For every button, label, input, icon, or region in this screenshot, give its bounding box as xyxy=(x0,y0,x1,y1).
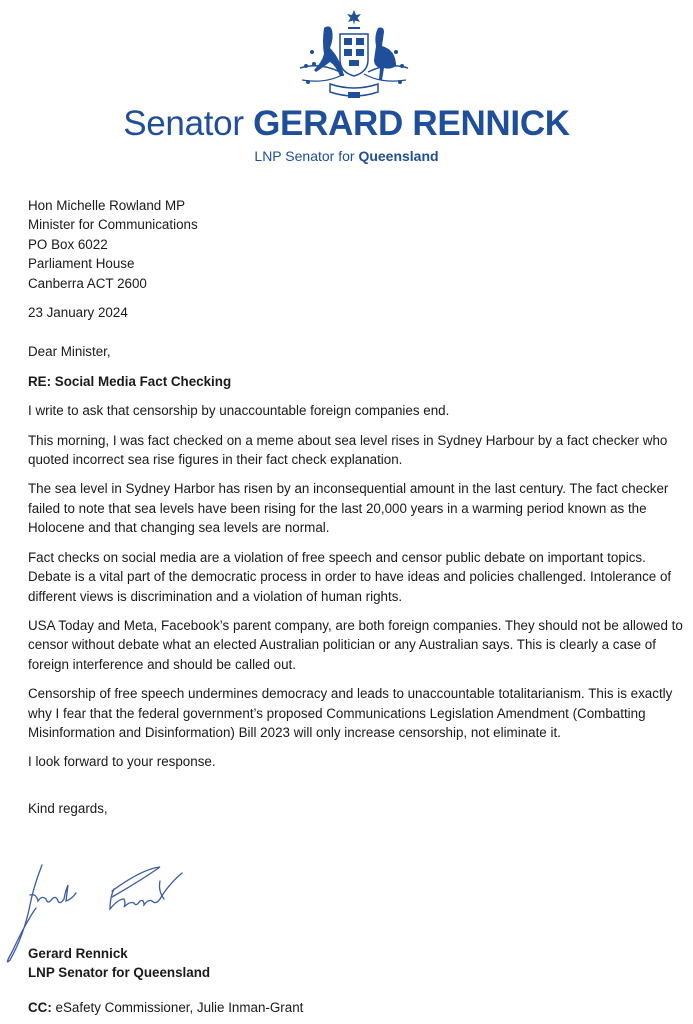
closing: Kind regards, xyxy=(28,800,108,816)
recipient-line: Minister for Communications xyxy=(28,217,198,233)
recipient-line: Hon Michelle Rowland MP xyxy=(28,198,186,213)
paragraph: This morning, I was fact checked on a meme about sea level rises in Sydney Harbour by a fact checker who quoted incorrect sea rise figures in their fact check explanation. xyxy=(28,432,668,468)
cc-value: eSafety Commissioner, Julie Inman-Grant xyxy=(51,1000,304,1015)
coat-of-arms-icon xyxy=(294,8,414,100)
recipient-address xyxy=(28,196,688,293)
letterhead-name-prefix: Senator xyxy=(123,104,254,143)
signatory-block xyxy=(28,944,210,982)
salutation: Dear Minister, xyxy=(28,344,111,360)
recipient-line: Parliament House xyxy=(28,256,135,272)
letter-date: 23 January 2024 xyxy=(28,305,128,321)
recipient-line: Canberra ACT 2600 xyxy=(28,275,147,291)
paragraph: Fact checks on social media are a violation of free speech and censor public debate on important topics. Debate is a vital part of the democratic process in order to have ideas and policies challenged. Intolerance of different views is discrimination and a violation of human rights. xyxy=(28,549,672,604)
paragraph: USA Today and Meta, Facebook’s parent company, are both foreign companies. They should not be allowed to censor without debate what an elected Australian politician or any Australian says. This is clearly a case of foreign interference and should be called out. xyxy=(28,617,683,672)
subject-line: RE: Social Media Fact Checking xyxy=(28,373,232,389)
letterhead-subtitle-prefix: LNP Senator for xyxy=(254,148,359,164)
cc-label: CC: xyxy=(28,1000,52,1015)
paragraph: The sea level in Sydney Harbor has risen by an inconsequential amount in the last century. The fact checker failed to note that sea levels have been rising for the last 20,000 years in a warming period known as the Holocene and that changing sea levels are normal. xyxy=(28,481,669,536)
paragraph: Censorship of free speech undermines democracy and leads to unaccountable totalitarianism. This is exactly why I fear that the federal government’s proposed Communications Legislation Amendment (Combatting Misinformation and Disinformation) Bill 2023 will only increase censorship, not eliminate it. xyxy=(28,686,673,740)
letterhead-subtitle xyxy=(0,147,693,165)
letterhead-subtitle-bold: Queensland xyxy=(358,148,439,164)
letter-body xyxy=(28,196,688,818)
signatory-title: LNP Senator for Queensland xyxy=(28,965,211,980)
signatory-name: Gerard Rennick xyxy=(28,946,128,961)
letterhead-name-bold: GERARD RENNICK xyxy=(253,104,570,143)
letterhead-name xyxy=(0,104,693,144)
cc-line xyxy=(28,998,303,1017)
paragraph: I look forward to your response. xyxy=(28,754,216,770)
recipient-line: PO Box 6022 xyxy=(28,236,108,252)
paragraph: I write to ask that censorship by unaccountable foreign companies end. xyxy=(28,403,450,419)
